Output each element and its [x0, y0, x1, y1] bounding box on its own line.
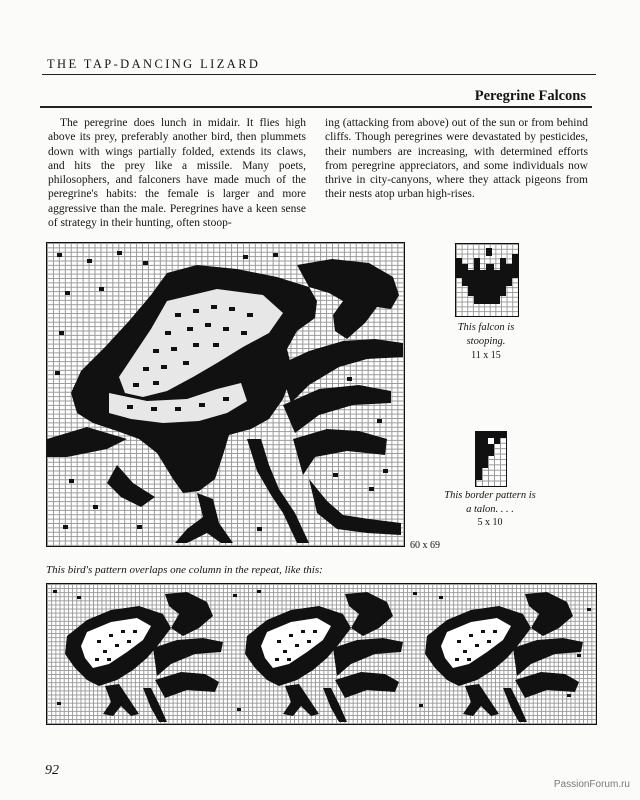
repeat-caption: This bird's pattern overlaps one column in the repeat, like this: [46, 564, 323, 576]
falcon-chart-dimensions: 11 x 15 [471, 350, 501, 361]
falcon-caption-line1: This falcon is [457, 322, 515, 333]
repeat-band-chart [46, 583, 597, 725]
main-falcon-chart [46, 242, 405, 547]
page-number: 92 [45, 763, 59, 778]
title-rule [40, 106, 592, 108]
main-chart-dimensions: 60 x 69 [410, 540, 440, 551]
running-head: THE TAP-DANCING LIZARD [47, 57, 261, 71]
falcon-caption-line2: stooping. [466, 336, 506, 347]
body-paragraph-right: ing (attacking from above) out of the sun or from behind cliffs. Though peregrines were devastated by pesticides, their numbers are increasing, with determined efforts from peregrine appreciators, and some individuals now thrive in city-canyons, where they attack pigeons from their nests atop urban high-rises. [325, 117, 588, 201]
watermark: PassionForum.ru [553, 779, 630, 790]
talon-caption-line1: This border pattern is [444, 490, 536, 501]
stooping-falcon-chart [455, 243, 519, 317]
talon-border-chart [475, 431, 507, 487]
body-paragraph-left: The peregrine does lunch in midair. It flies high above its prey, preferably another bird, then plummets down with wings partially folded, extends its claws, and hits the prey like a missile. Many poets, philosophers, and falconers have made much of the peregrine's habits: the female is larger and more aggressive than the male. Peregrines have a keen sense of strategy in their hunting, often stoop- [48, 117, 306, 230]
stooping-falcon-motif [456, 244, 518, 316]
talon-motif [476, 432, 506, 486]
falcon-repeat-motif [47, 584, 596, 724]
top-rule [42, 74, 596, 75]
section-title: Peregrine Falcons [474, 88, 586, 104]
perched-falcon-motif [47, 243, 404, 546]
talon-caption-line2: a talon. . . . [466, 504, 514, 515]
talon-chart-dimensions: 5 x 10 [477, 517, 503, 528]
